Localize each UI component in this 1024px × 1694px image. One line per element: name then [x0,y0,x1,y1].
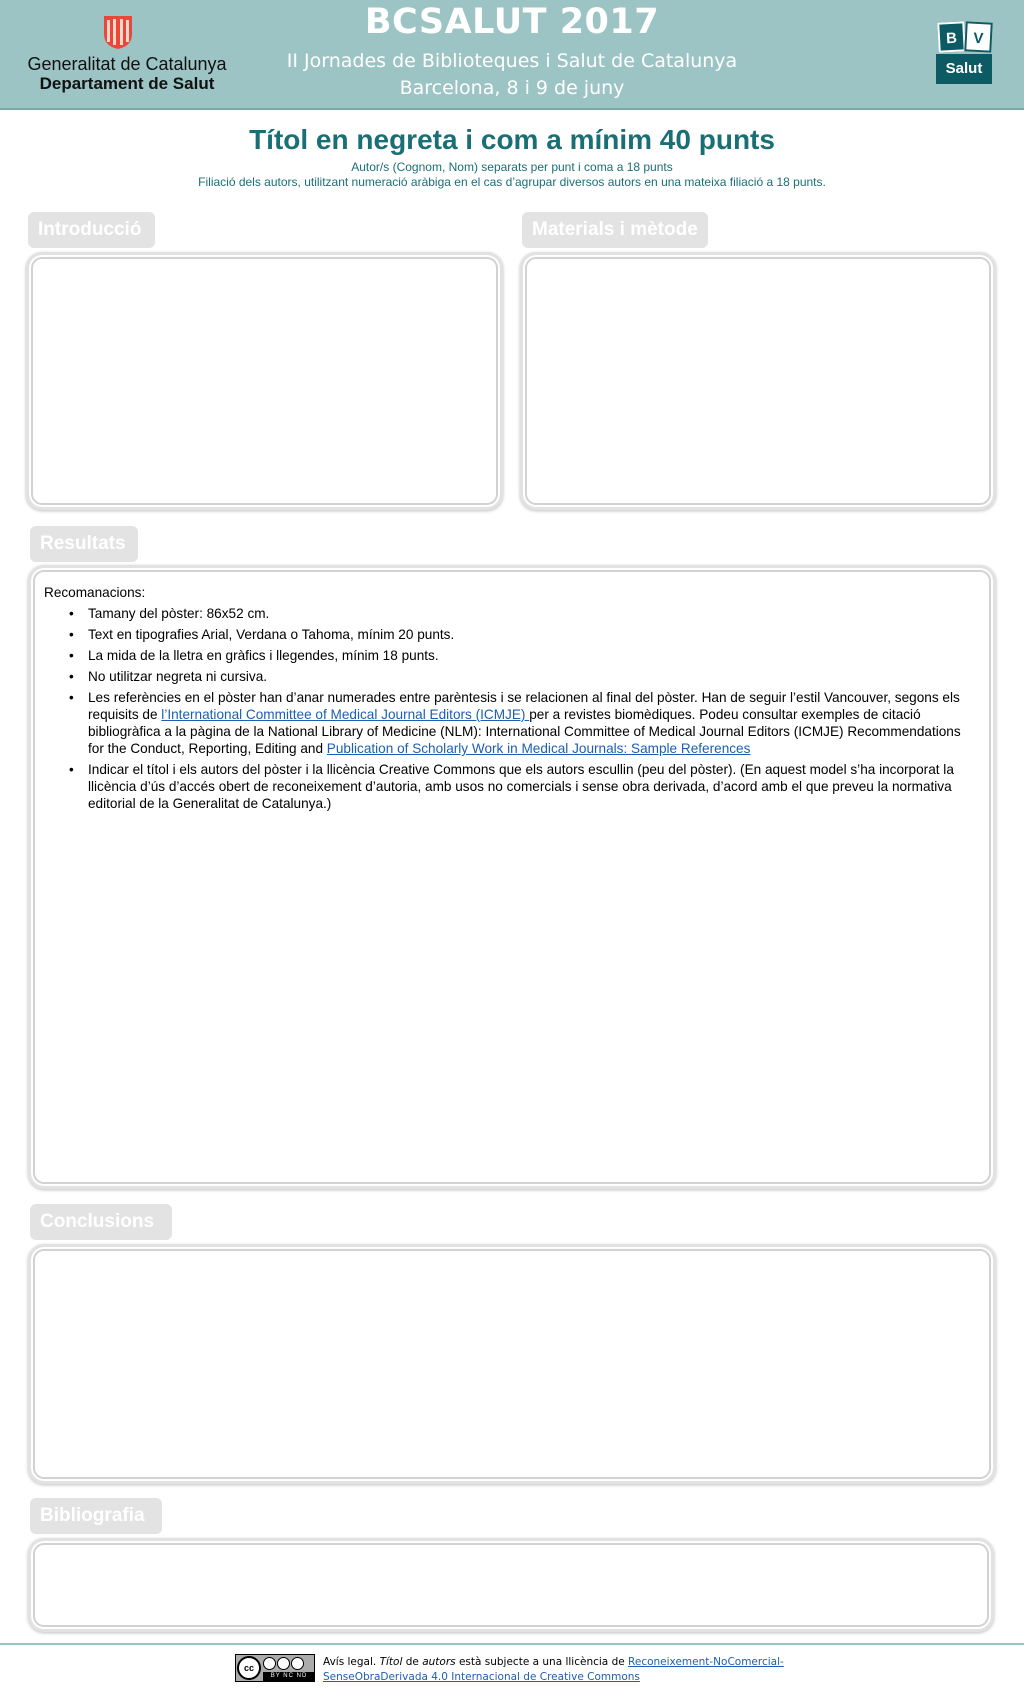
noncommercial-icon [277,1657,290,1670]
conference-title: BCSALUT 2017 [364,2,660,42]
legal-title-word: Títol [379,1656,403,1668]
legal-authors-word: autors [422,1656,456,1668]
footer-divider [0,1643,1024,1645]
poster-title: Títol en negreta i com a mínim 40 punts [249,124,775,155]
legal-prefix: Avís legal. [323,1656,380,1668]
references-text-1: Les referències en el pòster han d’anar numerades entre parèntesis i se relacionen al final del pòster. Han de seguir l’estil Vancouver, segons els requisits de [88,690,960,722]
sample-references-link[interactable]: Publication of Scholarly Work in Medical Journals: Sample References [326,741,751,756]
list-item-figure-fonts: • La mida de la lletra en gràfics i llegendes, mínim 18 punts. [88,647,974,664]
list-item-fonts: • Text en tipografies Arial, Verdana o Tahoma, mínim 20 punts. [88,626,974,643]
legal-connector: de [402,1656,423,1668]
cc-icon: cc [237,1656,261,1680]
poster-affiliation: Filiació dels autors, utilitzant numeració aràbiga en el cas d’agrupar diversos autors en una mateixa filiació a 18 punts. [198,175,826,189]
recommendations-list [44,605,974,812]
legal-notice [323,1655,803,1685]
section-box-introduccio [26,252,503,510]
institution-name: Generalitat de Catalunya [27,54,227,74]
conference-place-date: Barcelona, 8 i 9 de juny [399,77,625,99]
creative-commons-badge[interactable] [235,1654,315,1682]
results-content [44,584,974,816]
section-tab-bibliografia: Bibliografia [30,1498,162,1534]
references-text-2: per a revistes biomèdiques. Podeu consultar exemples de citació bibliogràfica a la pàgina de la National Library of Medicine (NLM): International Committee of Medical Journal Editors (ICMJE) Recommendations for the Conduct, Reporting, Editing and [88,707,961,756]
list-item-no-bold: • No utilitzar negreta ni cursiva. [88,668,974,685]
attribution-icon [263,1657,276,1670]
bv-logo-v: V [964,21,993,52]
header-band [0,0,1024,110]
section-box-materials [520,252,996,510]
list-item-poster-size: • Tamany del pòster: 86x52 cm. [88,605,974,622]
department-name: Departament de Salut [39,74,215,93]
cc-badge-labels: BY NC ND [263,1672,315,1681]
bv-salut-logo [936,18,994,86]
section-box-bibliografia [28,1538,994,1632]
poster-authors: Autor/s (Cognom, Nom) separats per punt i coma a 18 punts [351,160,673,174]
license-link[interactable]: Reconeixement-NoComercial-SenseObraDerivada 4.0 Internacional de Creative Commons [323,1656,784,1683]
list-item-license: • Indicar el títol i els autors del pòster i la llicència Creative Commons que els autors escullin (peu del pòster). (En aquest model s’ha incorporat la llicència d’ús d’accés obert de reconeixement d’autoria, amb usos no comercials i sense obra derivada, d’acord amb el que preveu la normativa editorial de la Generalitat de Catalunya.) [88,761,974,812]
bv-logo-salut: Salut [936,54,992,84]
section-tab-conclusions: Conclusions [30,1204,172,1240]
noderivatives-icon [291,1657,304,1670]
conference-subtitle: II Jornades de Biblioteques i Salut de Catalunya [286,50,738,72]
list-item-references [88,689,974,757]
legal-middle: està subjecte a una llicència de [455,1656,629,1668]
recommendations-heading: Recomanacions: [44,585,146,600]
section-tab-introduccio: Introducció [28,212,155,248]
section-box-conclusions [28,1244,996,1484]
bv-logo-b: B [937,21,966,52]
icmje-link[interactable]: l’International Committee of Medical Journal Editors (ICMJE) [161,707,530,722]
section-tab-materials: Materials i mètode [522,212,708,248]
section-tab-resultats: Resultats [30,526,138,562]
